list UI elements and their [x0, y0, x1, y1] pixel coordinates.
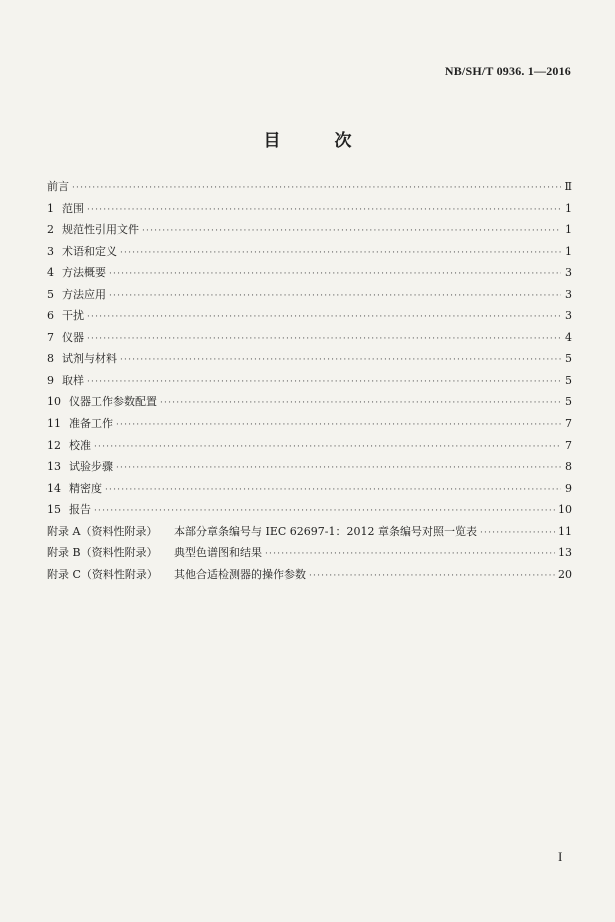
toc-page-number: 7 [565, 438, 572, 452]
appendix-tag: 附录 A（资料性附录） [47, 524, 158, 538]
toc-page-number: 4 [565, 330, 572, 344]
toc-entry-title: 规范性引用文件 [62, 223, 139, 237]
dot-leader [87, 334, 561, 344]
toc-entry-appendix[interactable] [47, 523, 572, 545]
toc-page-number: 3 [565, 287, 572, 301]
toc-page-number: 5 [565, 395, 572, 409]
dot-leader [142, 226, 561, 236]
toc-page-number: 1 [565, 244, 572, 258]
table-of-contents [47, 178, 572, 587]
appendix-tag: 附录 B（资料性附录） [47, 546, 158, 560]
toc-entry-title: 前言 [47, 180, 69, 193]
dot-leader [116, 420, 561, 430]
page-number: I [558, 849, 563, 864]
dot-leader [94, 506, 555, 516]
toc-page-number: 20 [558, 567, 572, 581]
section-number: 10 [47, 395, 61, 409]
toc-entry-title: 典型色谱图和结果 [174, 546, 262, 560]
section-number: 9 [47, 373, 54, 387]
toc-page-number: 1 [565, 201, 572, 215]
toc-entry[interactable] [47, 501, 572, 523]
section-number: 4 [47, 266, 54, 280]
section-number: 3 [47, 244, 54, 258]
toc-entry[interactable] [47, 243, 572, 265]
toc-entry-title: 本部分章条编号与 IEC 62697-1：2012 章条编号对照一览表 [174, 524, 477, 538]
section-number: 12 [47, 438, 61, 452]
toc-page-number: 1 [565, 223, 572, 237]
toc-entry-title: 精密度 [69, 481, 102, 495]
dot-leader [94, 442, 561, 452]
toc-entry-title: 试验步骤 [69, 460, 113, 474]
toc-page-number: 3 [565, 266, 572, 280]
toc-page-number: 7 [565, 417, 572, 431]
standard-number: NB/SH/T 0936. 1—2016 [444, 64, 571, 78]
toc-page-number: 10 [558, 503, 572, 517]
toc-entry-title: 方法应用 [62, 287, 106, 301]
toc-entry-title: 范围 [62, 201, 84, 215]
toc-entry-appendix[interactable] [47, 544, 572, 566]
toc-entry[interactable] [47, 393, 572, 415]
toc-entry[interactable] [47, 437, 572, 459]
toc-entry[interactable] [47, 221, 572, 243]
section-number: 1 [47, 201, 54, 215]
dot-leader [309, 571, 555, 581]
toc-entry-title: 仪器 [62, 330, 84, 344]
toc-entry[interactable] [47, 286, 572, 308]
dot-leader [120, 248, 561, 258]
toc-page-number: 11 [558, 524, 572, 538]
toc-entry[interactable] [47, 200, 572, 222]
dot-leader [105, 485, 561, 495]
toc-page-number: 3 [565, 309, 572, 323]
section-number: 15 [47, 503, 61, 517]
toc-entry-title: 方法概要 [62, 266, 106, 280]
section-number: 2 [47, 223, 54, 237]
toc-entry[interactable] [47, 480, 572, 502]
toc-entry-title: 报告 [69, 503, 91, 517]
section-number: 6 [47, 309, 54, 323]
toc-page-number: 5 [565, 352, 572, 366]
toc-entry[interactable] [47, 458, 572, 480]
toc-page-number: 5 [565, 373, 572, 387]
toc-page-number: 13 [558, 546, 572, 560]
toc-entry-title: 取样 [62, 373, 84, 387]
page-title: 目 次 [263, 131, 376, 151]
toc-entry-title: 准备工作 [69, 417, 113, 431]
appendix-tag: 附录 C（资料性附录） [47, 567, 158, 581]
section-number: 8 [47, 352, 54, 366]
toc-entry-preface[interactable] [47, 178, 572, 200]
dot-leader [87, 312, 561, 322]
toc-entry[interactable] [47, 307, 572, 329]
toc-entry-title: 其他合适检测器的操作参数 [174, 567, 306, 581]
toc-entry[interactable] [47, 415, 572, 437]
toc-entry-title: 干扰 [62, 309, 84, 323]
dot-leader [480, 528, 555, 538]
toc-entry[interactable] [47, 372, 572, 394]
dot-leader [160, 398, 561, 408]
dot-leader [72, 183, 561, 193]
toc-entry-title: 校准 [69, 438, 91, 452]
dot-leader [120, 355, 561, 365]
section-number: 7 [47, 330, 54, 344]
dot-leader [109, 269, 561, 279]
dot-leader [87, 377, 561, 387]
toc-entry[interactable] [47, 350, 572, 372]
toc-page-number: Ⅱ [564, 180, 572, 193]
toc-entry-title: 术语和定义 [62, 244, 117, 258]
section-number: 11 [47, 417, 61, 431]
section-number: 13 [47, 460, 61, 474]
toc-entry-title: 试剂与材料 [62, 352, 117, 366]
dot-leader [116, 463, 561, 473]
dot-leader [109, 291, 561, 301]
toc-entry-appendix[interactable] [47, 566, 572, 588]
section-number: 5 [47, 287, 54, 301]
toc-entry[interactable] [47, 264, 572, 286]
dot-leader [87, 205, 561, 215]
toc-page-number: 8 [565, 460, 572, 474]
toc-entry-title: 仪器工作参数配置 [69, 395, 157, 409]
toc-page-number: 9 [565, 481, 572, 495]
dot-leader [265, 549, 555, 559]
toc-entry[interactable] [47, 329, 572, 351]
section-number: 14 [47, 481, 61, 495]
